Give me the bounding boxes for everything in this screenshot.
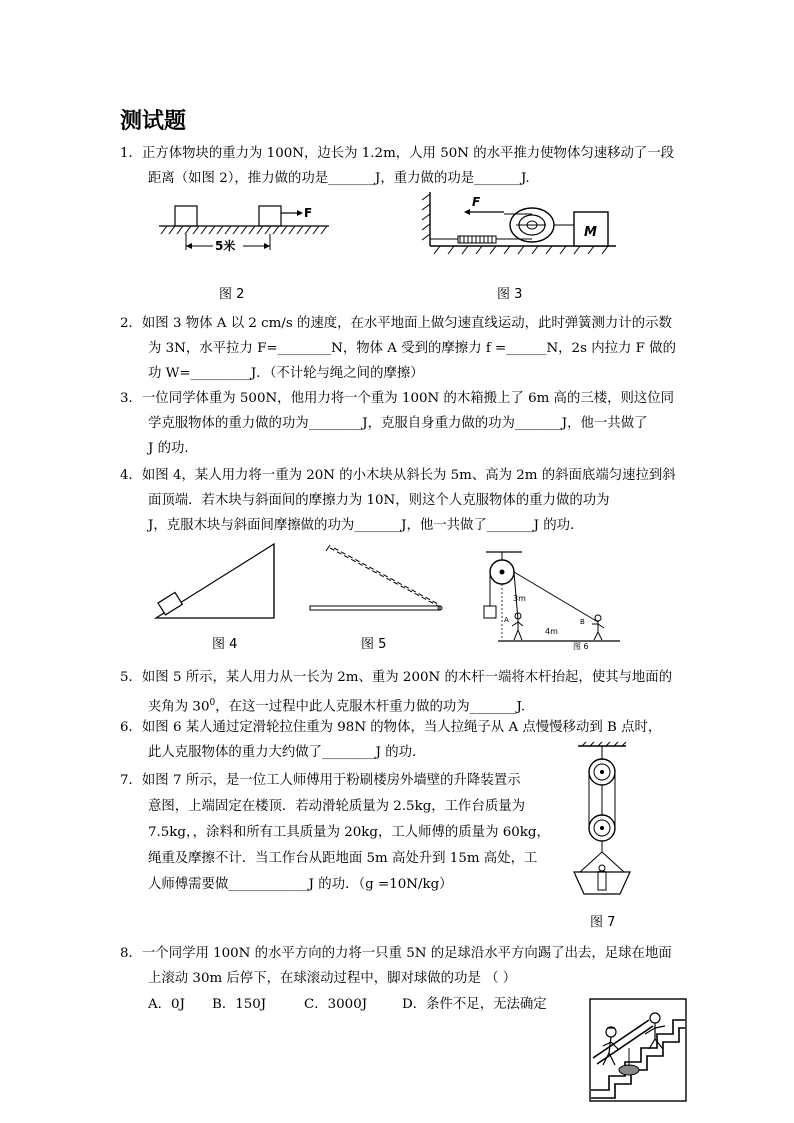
q8-option-d: D．条件不足，无法确定 (402, 997, 547, 1012)
figure-7 (570, 742, 640, 907)
figure-3 (420, 192, 620, 262)
q8-option-c: C．3000J (304, 997, 368, 1012)
fig6-caption-fragment: 图 6 (573, 642, 589, 651)
q5-line-2b: ，在这一过程中此人克服木杆重力做的功为_______J. (215, 699, 526, 715)
q2-line-2: 为 3N，水平拉力 F=________N，物体 A 受到的摩擦力 f =______N，2s 内拉力 F 做的 (148, 341, 676, 356)
q6-line-2: 此人克服物体的重力大约做了________J 的功． (148, 745, 426, 760)
q5-line-1: 5．如图 5 所示，某人用力从一长为 2m、重为 200N 的木杆一端将木杆抬起，使其与地面的 (120, 670, 673, 685)
q7-line-1: 7．如图 7 所示，是一位工人师傅用于粉刷楼房外墙壁的升降装置示 (120, 773, 521, 788)
q4-line-2: 面顶端．若木块与斜面间的摩擦力为 10N，则这个人克服物体的重力做的功为 (148, 493, 610, 508)
q8-line-2: 上滚动 30m 后停下，在球滚动过程中，脚对球做的功是 （ ） (148, 971, 517, 986)
figure-2 (155, 198, 335, 268)
q7-line-2: 意图，上端固定在楼顶．若动滑轮质量为 2.5kg，工作台质量为 (148, 799, 526, 814)
q8-line-1: 8．一个同学用 100N 的水平方向的力将一只重 5N 的足球沿水平方向踢了出去，足球在地面 (120, 946, 672, 961)
fig6-height-label: 3m (513, 594, 526, 603)
fig2-force-label: F (304, 206, 313, 220)
q7-line-5: 人师傅需要做____________J 的功．（g =10N/kg） (148, 877, 453, 892)
figure-5 (306, 544, 446, 614)
fig4-caption: 图 4 (212, 637, 238, 652)
q8-option-a: A．0J (148, 997, 185, 1012)
q2-line-1: 2．如图 3 物体 A 以 2 cm/s 的速度，在水平地面上做匀速直线运动，此时弹簧测力计的示数 (120, 316, 672, 331)
fig2-distance-label: 5米 (215, 239, 236, 253)
q1-line-2: 距离（如图 2），推力做的功是_______J，重力做的功是_______J. (148, 171, 530, 186)
fig5-caption: 图 5 (361, 637, 387, 652)
fig3-block-label: M (584, 225, 597, 240)
q1-line-1: 1．正方体物块的重力为 100N，边长为 1.2m，人用 50N 的水平推力使物体匀速移动了一段 (120, 146, 675, 161)
fig2-caption: 图 2 (219, 287, 245, 302)
q5-line-2 (148, 694, 525, 716)
fig3-force-label: F (472, 195, 481, 209)
q3-line-2: 学克服物体的重力做的功为________J，克服自身重力做的功为_______J，他一共做了 (148, 416, 648, 431)
q2-line-3: 功 W=_________J．（不计轮与绳之间的摩擦） (148, 366, 424, 381)
figure-6 (474, 548, 624, 651)
q5-degree-sup: 0 (209, 698, 216, 708)
q8-option-b: B．150J (212, 997, 267, 1012)
q7-line-4: 绳重及摩擦不计．当工作台从距地面 5m 高处升到 15m 高处，工 (148, 851, 538, 866)
q7-line-3: 7.5kg，，涂料和所有工具质量为 20kg，工人师傅的质量为 60kg， (148, 825, 550, 840)
page-title: 测试题 (120, 109, 187, 134)
fig3-caption: 图 3 (497, 287, 523, 302)
stairs-illustration (589, 998, 687, 1102)
q3-line-3: J 的功． (148, 441, 198, 456)
q4-line-3: J，克服木块与斜面间摩擦做的功为_______J，他一共做了_______J 的功． (148, 518, 584, 533)
fig7-caption: 图 7 (590, 915, 616, 930)
q4-line-1: 4．如图 4，某人用力将一重为 20N 的小木块从斜长为 5m、高为 2m 的斜面底端匀速拉到斜 (120, 468, 676, 483)
fig6-distance-label: 4m (545, 627, 558, 636)
fig6-point-b: B (580, 618, 585, 626)
figure-4 (150, 540, 280, 622)
q3-line-1: 3．一位同学体重为 500N，他用力将一个重为 100N 的木箱搬上了 6m 高的三楼，则这位同 (120, 391, 675, 406)
q6-line-1: 6．如图 6 某人通过定滑轮拉住重为 98N 的物体，当人拉绳子从 A 点慢慢移动到 B 点时， (120, 720, 662, 735)
q5-line-2a: 夹角为 30 (148, 699, 210, 715)
fig6-point-a: A (504, 616, 509, 624)
